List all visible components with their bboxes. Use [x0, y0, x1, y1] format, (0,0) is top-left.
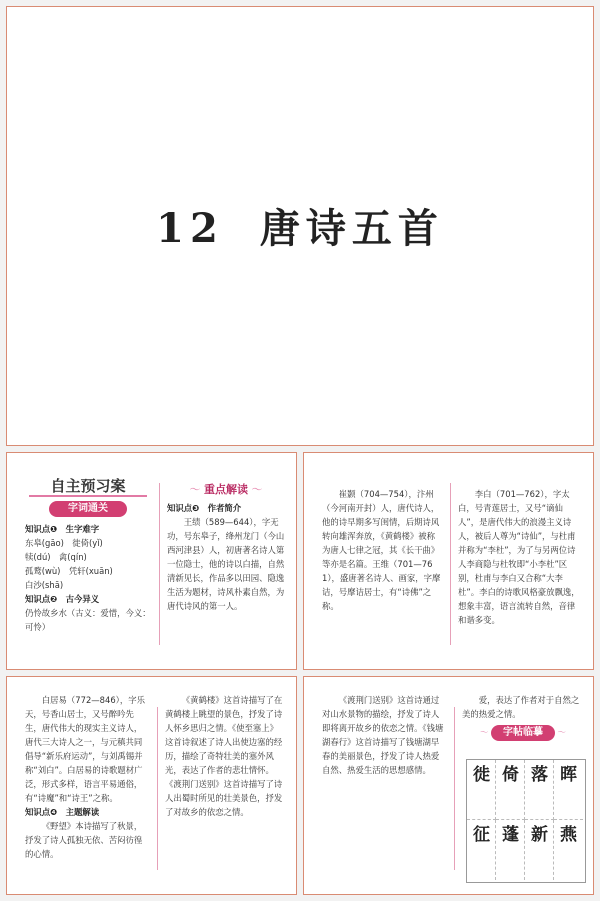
copybook-right-column [462, 693, 584, 741]
preview-slide [6, 452, 297, 670]
copybook-left-column [322, 693, 446, 777]
theme-text: 《渡荆门送别》这首诗通过对山水景物的描绘，抒发了诗人即将离开故乡的依恋之情。《钱塘湖春行》这首诗描写了钱塘湖早春的美丽景色，抒发了诗人热爱自然、热爱生活的思想感情。 [322, 695, 444, 775]
key-reading-column [167, 483, 285, 613]
knowledge-point-1: 知识点❶ 生字难字 [25, 524, 100, 534]
heading-underline [29, 495, 147, 497]
copybook-grid [466, 759, 586, 883]
themes-left-column [25, 693, 149, 861]
column-divider [157, 707, 158, 870]
author-text: 李白（701—762），字太白，号青莲居士，又号“谪仙人”，是唐代伟大的浪漫主义诗人，被后人尊为“诗仙”，与杜甫并称为“李杜”，为了与另两位诗人李商隐与杜牧即“小李杜”区别，杜甫与李白又合称“大李杜”。李白的诗歌风格豪放飘逸，想象丰富，语言流转自然，音律和谐多变。 [458, 489, 580, 625]
copybook-pill: 字帖临摹 [491, 725, 555, 741]
themes-slide [6, 676, 297, 895]
kp2-text: 仍怜故乡水（古义：爱惜，今义：可怜） [25, 608, 151, 632]
word-line: 白沙(shā) [25, 580, 64, 590]
copy-char: 徙 [473, 765, 490, 785]
copy-char: 征 [473, 825, 490, 845]
copy-char: 新 [531, 825, 548, 845]
author-intro: 王绩（589—644），字无功，号东皋子，绛州龙门（今山西河津县）人，初唐著名诗人第一位隐士，他的诗以白描，自然清新见长，作品多以田园、隐逸生活为题材，诗风朴素自然，为唐代诗风的第一人。 [167, 517, 285, 611]
column-divider [159, 483, 160, 645]
column-divider [450, 483, 451, 645]
knowledge-point-4: 知识点❹ 主题解读 [25, 807, 100, 817]
author-text: 崔颢（704—754），汴州（今河南开封）人，唐代诗人，他的诗早期多写闺情，后期诗风转向雄浑奔放，《黄鹤楼》被称为唐人七律之冠，其《长干曲》等亦是名篇。王维（701—761），盛唐著名诗人、画家，字摩诘，号摩诘居士，有“诗佛”之称。 [322, 489, 441, 611]
column-divider [454, 707, 455, 870]
word-line: 孤鹜(wù) 凭轩(xuān) [25, 566, 113, 576]
vocab-pill: 字词通关 [49, 501, 127, 517]
knowledge-point-2: 知识点❷ 古今异义 [25, 594, 100, 604]
lesson-number: 12 [156, 205, 224, 252]
word-line: 东皋(gāo) 徙倚(yǐ) [25, 538, 103, 548]
copy-char: 落 [531, 765, 548, 785]
knowledge-point-3: 知识点❸ 作者简介 [167, 503, 242, 513]
lesson-title [7, 197, 593, 254]
copy-char: 燕 [560, 825, 577, 845]
copy-char: 倚 [502, 765, 519, 785]
lesson-name: 唐诗五首 [259, 205, 444, 252]
word-line: 犊(dú) 禽(qín) [25, 552, 87, 562]
copybook-slide [303, 676, 594, 895]
preview-column [25, 473, 151, 634]
copybook-heading: 〜 字帖临摹 〜 [462, 725, 584, 741]
authors-left-column [322, 487, 442, 613]
author-text: 白居易（772—846），字乐天，号香山居士，又号醉吟先生，唐代伟大的现实主义诗人，唐代三大诗人之一，与元稹共同倡导“新乐府运动”，与刘禹锡并称“刘白”。白居易的诗歌题材广泛，形式多样，语言平易通俗，有“诗魔”和“诗王”之称。 [25, 695, 145, 803]
key-reading-heading: 〜 重点解读 〜 [189, 483, 263, 496]
authors-slide [303, 452, 594, 670]
themes-right-column [165, 693, 285, 819]
theme-text: 爱，表达了作者对于自然之美的热爱之情。 [462, 695, 580, 719]
section-heading: 自主预习案 [50, 477, 126, 495]
theme-text: 《野望》本诗描写了秋景，抒发了诗人孤独无依、苦闷彷徨的心情。 [25, 821, 143, 859]
copy-char: 晖 [560, 765, 577, 785]
theme-text: 《黄鹤楼》这首诗描写了在黄鹤楼上眺望的景色，抒发了诗人怀乡思归之情。《使至塞上》这首诗叙述了诗人出使边塞的经历，描绘了奇特壮美的塞外风光，表达了作者的悲壮情怀。《渡荆门送别》这首诗描写了诗人出蜀时所见的壮美景色，抒发了对故乡的依恋之情。 [165, 695, 283, 817]
copy-char: 蓬 [502, 825, 519, 845]
authors-right-column [458, 487, 580, 627]
title-slide [6, 6, 594, 446]
